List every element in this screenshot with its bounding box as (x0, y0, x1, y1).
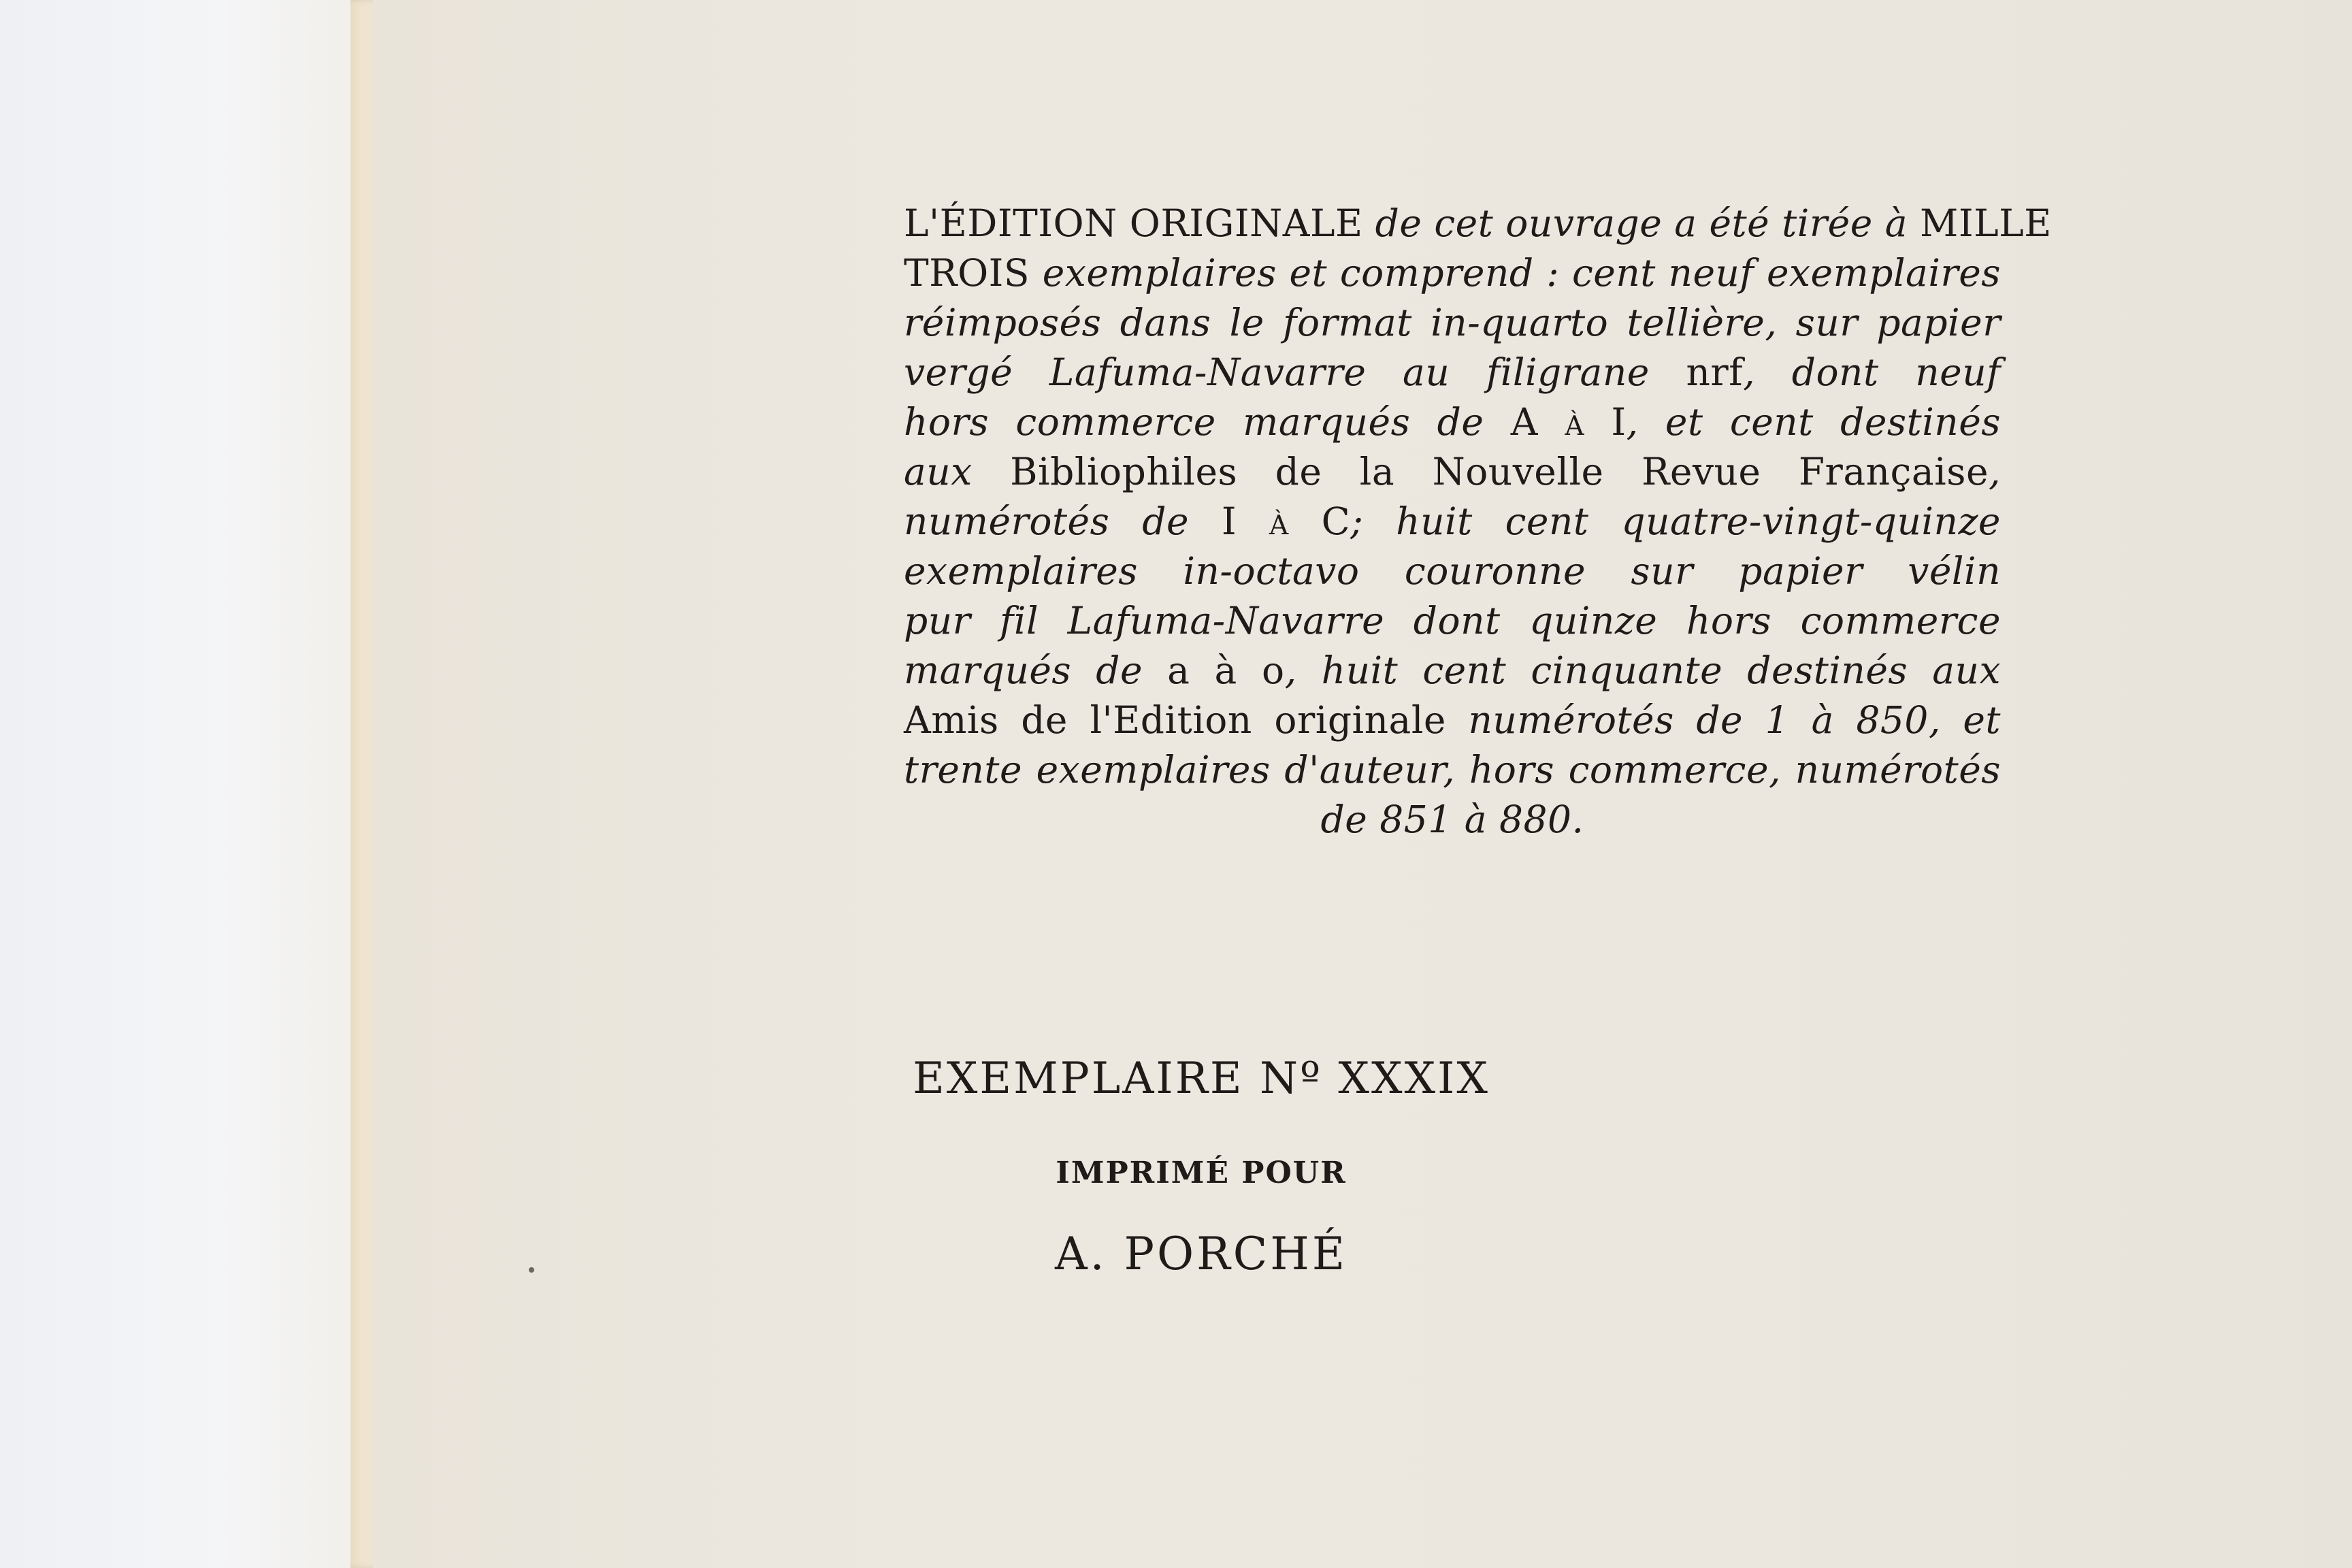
colophon-segment: L'ÉDITION ORIGINALE (904, 201, 1363, 245)
colophon-segment: marqués de (904, 649, 1168, 692)
colophon-segment: nrf (1686, 350, 1744, 394)
colophon-segment: de 851 à 880. (1320, 798, 1584, 841)
colophon-segment: Amis de l'Edition originale (904, 698, 1446, 742)
colophon-segment: MILLE (1920, 201, 2052, 245)
backdrop (0, 0, 368, 1568)
colophon-line (904, 546, 2001, 596)
colophon-segment: TROIS (904, 251, 1030, 295)
colophon-segment: aux (904, 450, 1011, 493)
colophon-line (904, 199, 2052, 248)
colophon-segment: numérotés de 1 à 850, et (1446, 698, 2001, 742)
colophon-line (904, 397, 2001, 447)
paper-speck (529, 1267, 534, 1273)
colophon-segment: Bibliophiles de la Nouvelle Revue Française (1010, 450, 1989, 493)
colophon-segment: vergé Lafuma-Navarre au filigrane (904, 350, 1686, 394)
colophon-line (904, 596, 2001, 646)
colophon-segment: de cet ouvrage a été tirée à (1362, 201, 1921, 245)
colophon-line (904, 348, 2001, 397)
colophon-segment: exemplaires et comprend : cent neuf exemplaires (1030, 251, 2001, 295)
colophon-line (904, 745, 2001, 795)
colophon-segment: pur fil Lafuma-Navarre dont quinze hors commerce (904, 599, 2001, 642)
colophon-line (904, 795, 2001, 845)
colophon-segment: numérotés de (904, 500, 1222, 543)
colophon-line (904, 248, 2001, 298)
colophon-segment: ; huit cent quatre-vingt-quinze (1350, 500, 2001, 543)
colophon-line (904, 298, 2001, 348)
colophon-segment: exemplaires in-octavo couronne sur papier vélin (904, 549, 2001, 593)
colophon-line (904, 646, 2001, 696)
colophon-text (904, 199, 2052, 845)
colophon-segment: réimposés dans le format in-quarto tellière, sur papier (904, 301, 2001, 344)
colophon-line (904, 497, 2001, 546)
colophon-segment: I à C (1221, 500, 1351, 543)
colophon-segment: A à I (1510, 400, 1627, 444)
colophon-segment: , dont neuf (1743, 350, 2002, 394)
colophon-line (904, 696, 2001, 745)
colophon-segment: , et cent destinés (1626, 400, 2002, 444)
colophon-segment: , (1989, 450, 2001, 493)
colophon-segment: hors commerce marqués de (904, 400, 1511, 444)
colophon-segment: a à o (1167, 649, 1285, 692)
recipient-name: A. PORCHÉ (1054, 1228, 1348, 1280)
colophon-segment: trente exemplaires d'auteur, hors commerce, numérotés (904, 748, 2001, 791)
colophon-line (904, 447, 2001, 497)
copy-number: EXEMPLAIRE Nº XXXIX (913, 1054, 1490, 1104)
colophon-segment: , huit cent cinquante destinés aux (1284, 649, 2001, 692)
printed-for-label: IMPRIMÉ POUR (1056, 1156, 1347, 1190)
